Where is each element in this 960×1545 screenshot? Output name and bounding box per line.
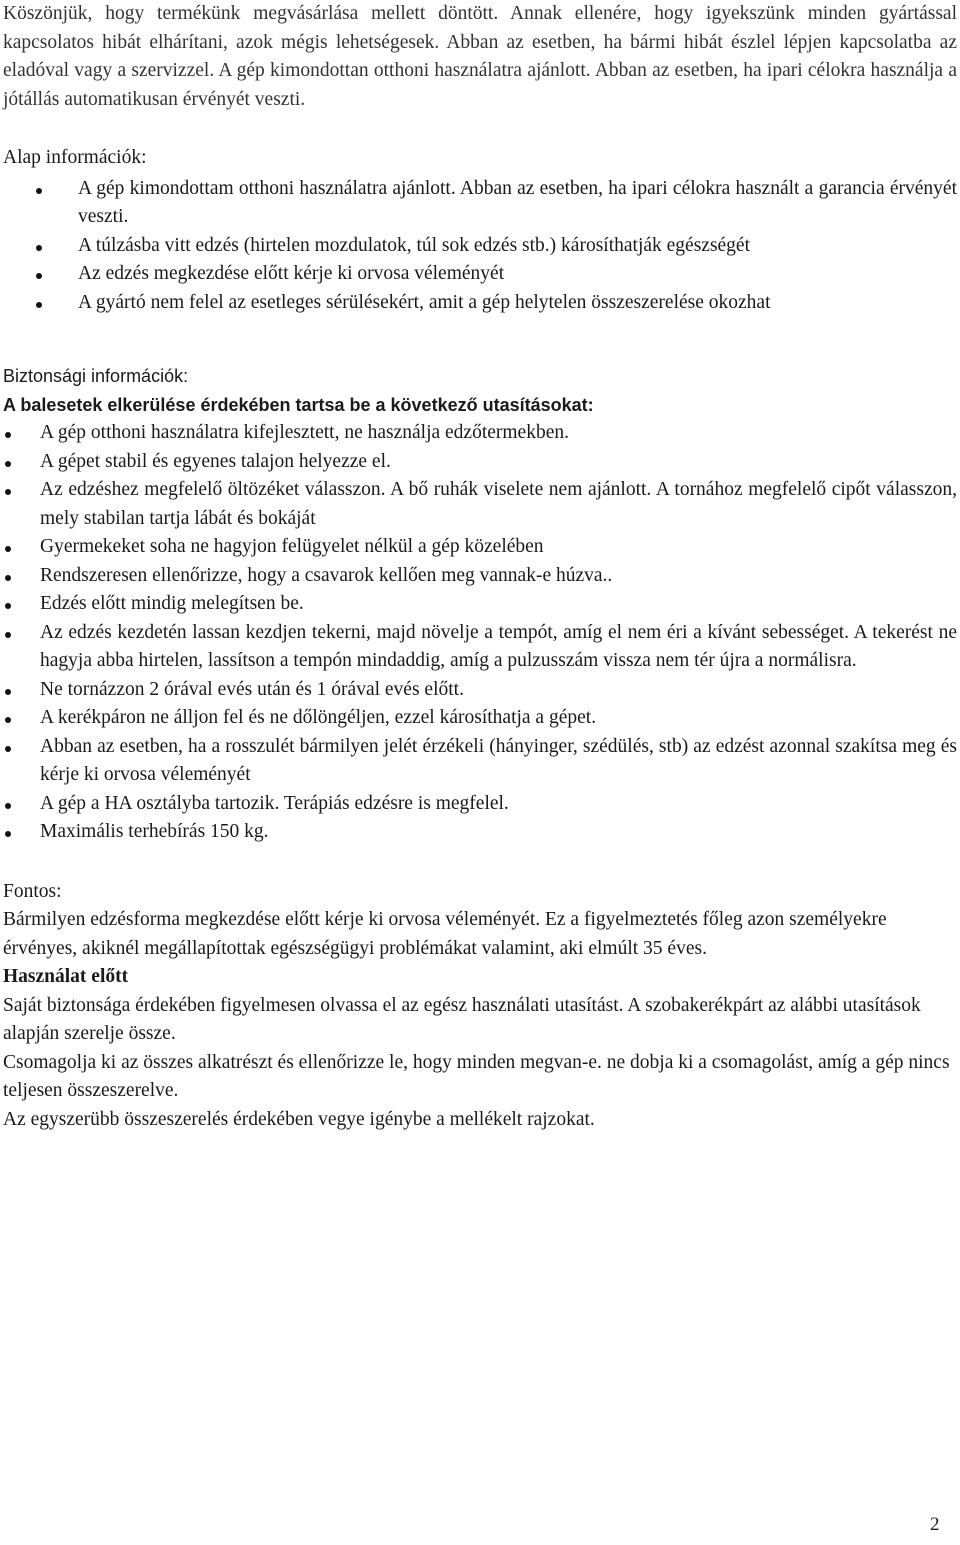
list-item: [3, 562, 957, 591]
bullet-icon: [5, 461, 11, 467]
list-item: [3, 733, 957, 790]
list-item: [3, 448, 957, 477]
list-item-text: Ne tornázzon 2 órával evés után és 1 órával evés előtt.: [40, 678, 464, 700]
list-item-text: Abban az esetben, ha a rosszulét bármilyen jelét érzékeli (hányinger, szédülés, stb) az edzést azonnal szakítsa meg és kérje ki orvosa véleményét: [40, 735, 957, 785]
page-number: 2: [930, 1514, 940, 1535]
list-item-text: A gép kimondottam otthoni használatra ajánlott. Abban az esetben, ha ipari célokra használt a garancia érvényét veszti.: [78, 177, 957, 227]
safety-info-heading: Biztonsági információk:: [3, 366, 189, 386]
basic-info-section: [3, 144, 957, 317]
list-item: [3, 676, 957, 705]
important-section: [3, 878, 957, 1135]
list-item-text: Az edzés kezdetén lassan kezdjen tekerni, majd növelje a tempót, amíg el nem éri a kívánt sebességet. A tekerést ne hagyja abba hirtelen, lassítson a tempón mindaddig, amíg a pulzusszám vissza nem tér újra a normálisra.: [40, 621, 957, 671]
list-item-text: Maximális terhebírás 150 kg.: [40, 821, 269, 842]
safety-info-list: [3, 419, 957, 847]
before-use-heading: Használat előtt: [3, 966, 129, 987]
bullet-icon: [5, 432, 11, 438]
bullet-icon: [5, 489, 11, 495]
list-item: [3, 476, 957, 533]
list-item-text: A gépet stabil és egyenes talajon helyezze el.: [40, 450, 391, 472]
document-page: [3, 0, 957, 1134]
list-item: [3, 790, 957, 819]
list-item: [3, 619, 957, 676]
bullet-icon: [5, 575, 11, 581]
bullet-icon: [5, 746, 11, 752]
list-item-text: Edzés előtt mindig melegítsen be.: [40, 593, 304, 614]
bullet-icon: [5, 603, 11, 609]
bullet-icon: [5, 717, 11, 723]
list-item-text: A gyártó nem felel az esetleges sérülésekért, amit a gép helytelen összeszerelése okozhat: [78, 291, 771, 313]
list-item-text: Az edzéshez megfelelő öltözéket válasszon. A bő ruhák viselete nem ajánlott. A tornához megfelelő cipőt válasszon, mely stabilan tartja lábát és bokáját: [40, 479, 957, 529]
before-use-paragraph: Az egyszerübb összeszerelés érdekében vegye igénybe a mellékelt rajzokat.: [3, 1108, 595, 1130]
basic-info-heading: Alap információk:: [3, 147, 147, 168]
list-item: [3, 289, 957, 318]
list-item: [3, 533, 957, 562]
bullet-icon: [5, 546, 11, 552]
bullet-icon: [5, 689, 11, 695]
list-item-text: Gyermekeket soha ne hagyjon felügyelet nélkül a gép közelében: [40, 536, 544, 557]
bullet-icon: [5, 632, 11, 638]
bullet-icon: [36, 245, 42, 251]
list-item: [3, 232, 957, 261]
bullet-icon: [36, 188, 42, 194]
before-use-paragraph: Saját biztonsága érdekében figyelmesen olvassa el az egész használati utasítást. A szobakerékpárt az alábbi utasítások alapján szerelje össze.: [3, 994, 921, 1044]
important-heading: Fontos:: [3, 880, 62, 902]
before-use-paragraph: Csomagolja ki az összes alkatrészt és ellenőrizze le, hogy minden megvan-e. ne dobja ki a csomagolást, amíg a gép nincs teljesen összeszerelve.: [3, 1051, 950, 1101]
list-item: [3, 260, 957, 289]
bullet-icon: [5, 831, 11, 837]
list-item-text: A gép a HA osztályba tartozik. Terápiás edzésre is megfelel.: [40, 792, 509, 814]
intro-paragraph: Köszönjük, hogy termékünk megvásárlása mellett döntött. Annak ellenére, hogy igyekszünk minden gyártással kapcsolatos hibát elhárítani, azok mégis lehetségesek. Abban az esetben, ha bármi hibát észlel lépjen kapcsolatba az eladóval vagy a szervizzel. A gép kimondottan otthoni használatra ajánlott. Abban az esetben, ha ipari célokra használja a jótállás automatikusan érvényét veszti.: [3, 3, 957, 110]
basic-info-list: [3, 175, 957, 318]
bullet-icon: [36, 302, 42, 308]
list-item-text: Az edzés megkezdése előtt kérje ki orvosa véleményét: [78, 263, 505, 284]
list-item-text: Rendszeresen ellenőrizze, hogy a csavarok kellően meg vannak-e húzva..: [40, 564, 613, 586]
list-item-text: A túlzásba vitt edzés (hirtelen mozdulatok, túl sok edzés stb.) károsíthatják egészségét: [78, 234, 751, 256]
safety-info-section: [3, 362, 957, 847]
list-item-text: A gép otthoni használatra kifejlesztett, ne használja edzőtermekben.: [40, 422, 569, 443]
bullet-icon: [36, 273, 42, 279]
list-item: [3, 175, 957, 232]
bullet-icon: [5, 803, 11, 809]
list-item-text: A kerékpáron ne álljon fel és ne dőlöngéljen, ezzel károsíthatja a gépet.: [40, 707, 597, 728]
list-item: [3, 704, 957, 733]
list-item: [3, 818, 957, 847]
list-item: [3, 590, 957, 619]
important-paragraph: Bármilyen edzésforma megkezdése előtt kérje ki orvosa véleményét. Ez a figyelmeztetés főleg azon személyekre érvényes, akiknél megállapítottak egészségügyi problémákat valamint, aki elmúlt 35 éves.: [3, 909, 887, 959]
list-item: [3, 419, 957, 448]
safety-info-subheading: A balesetek elkerülése érdekében tartsa be a következő utasításokat:: [3, 394, 594, 415]
